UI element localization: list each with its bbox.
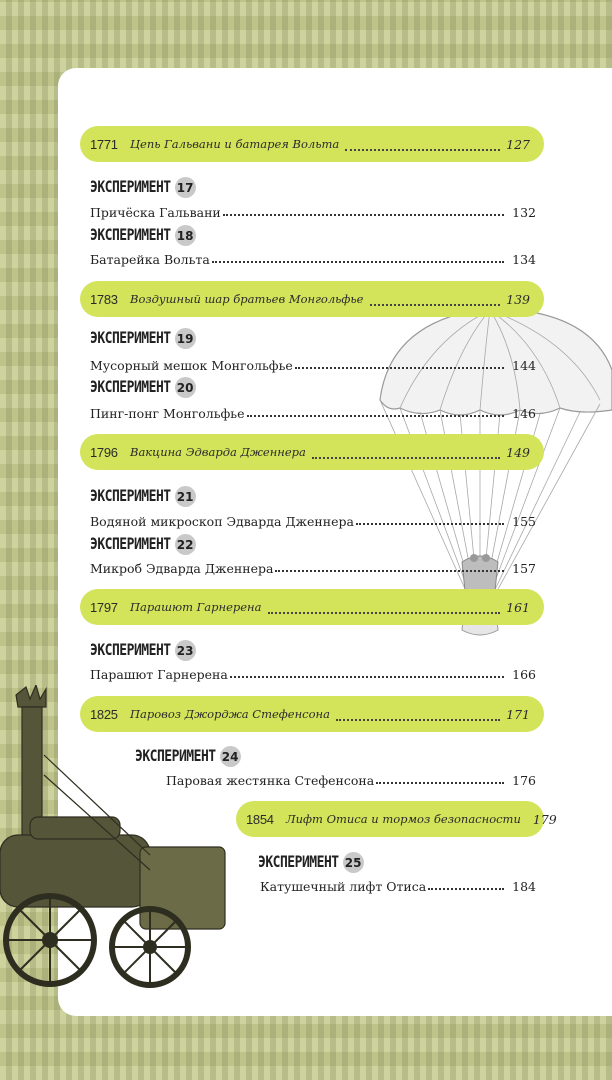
- experiment-heading-24: [135, 746, 241, 767]
- experiment-entry-25[interactable]: [260, 876, 536, 894]
- leader-dots: [376, 782, 504, 784]
- experiment-number: 20: [175, 377, 196, 398]
- experiment-number: 24: [220, 746, 241, 767]
- experiment-number: 19: [175, 328, 196, 349]
- leader-dots: [428, 888, 504, 890]
- entry-title: Причёска Гальвани: [90, 205, 221, 220]
- experiment-entry-17[interactable]: [90, 202, 536, 220]
- chapter-year: 1771: [90, 136, 118, 152]
- experiment-label: ЭКСПЕРИМЕНТ: [258, 853, 339, 872]
- experiment-entry-18[interactable]: [90, 249, 536, 267]
- entry-title: Водяной микроскоп Эдварда Дженнера: [90, 514, 354, 529]
- chapter-page: 149: [506, 444, 530, 460]
- experiment-heading-18: [90, 225, 196, 246]
- chapter-1796[interactable]: [80, 434, 544, 470]
- experiment-label: ЭКСПЕРИМЕНТ: [90, 487, 171, 506]
- chapter-page: 139: [506, 291, 530, 307]
- experiment-entry-20[interactable]: [90, 403, 536, 421]
- chapter-title: Цепь Гальвани и батарея Вольта: [130, 137, 340, 151]
- experiment-heading-22: [90, 534, 196, 555]
- chapter-1825[interactable]: [80, 696, 544, 732]
- experiment-heading-23: [90, 640, 196, 661]
- entry-page: 146: [512, 406, 536, 421]
- chapter-year: 1825: [90, 706, 118, 722]
- entry-page: 166: [512, 667, 536, 682]
- experiment-number: 25: [343, 852, 364, 873]
- entry-page: 134: [512, 252, 536, 267]
- experiment-number: 23: [175, 640, 196, 661]
- entry-page: 155: [512, 514, 536, 529]
- experiment-heading-25: [258, 852, 364, 873]
- chapter-1783[interactable]: [80, 281, 544, 317]
- experiment-label: ЭКСПЕРИМЕНТ: [90, 329, 171, 348]
- entry-page: 184: [512, 879, 536, 894]
- leader-dots: [295, 367, 504, 369]
- experiment-label: ЭКСПЕРИМЕНТ: [135, 747, 216, 766]
- experiment-label: ЭКСПЕРИМЕНТ: [90, 178, 171, 197]
- experiment-entry-24[interactable]: [166, 770, 536, 788]
- chapter-page: 171: [506, 706, 530, 722]
- chapter-title: Вакцина Эдварда Дженнера: [130, 445, 306, 459]
- experiment-number: 18: [175, 225, 196, 246]
- experiment-entry-21[interactable]: [90, 511, 536, 529]
- entry-title: Пинг-понг Монгольфье: [90, 406, 245, 421]
- chapter-title: Парашют Гарнерена: [130, 600, 262, 614]
- chapter-year: 1796: [90, 444, 118, 460]
- entry-title: Катушечный лифт Отиса: [260, 879, 427, 894]
- experiment-heading-21: [90, 486, 196, 507]
- locomotive-illustration: [0, 685, 250, 1025]
- chapter-year: 1797: [90, 599, 118, 615]
- entry-title: Мусорный мешок Монгольфье: [90, 358, 293, 373]
- chapter-title: Воздушный шар братьев Монгольфье: [130, 292, 364, 306]
- experiment-label: ЭКСПЕРИМЕНТ: [90, 378, 171, 397]
- leader-dots: [223, 214, 504, 216]
- experiment-label: ЭКСПЕРИМЕНТ: [90, 226, 171, 245]
- experiment-heading-20: [90, 377, 196, 398]
- chapter-title: Паровоз Джорджа Стефенсона: [130, 707, 330, 721]
- experiment-number: 21: [175, 486, 196, 507]
- experiment-label: ЭКСПЕРИМЕНТ: [90, 535, 171, 554]
- leader-dots: [345, 137, 500, 151]
- experiment-number: 22: [175, 534, 196, 555]
- leader-dots: [268, 600, 501, 614]
- leader-dots: [356, 523, 504, 525]
- chapter-1854[interactable]: [236, 801, 557, 837]
- chapter-year: 1783: [90, 291, 118, 307]
- leader-dots: [230, 676, 504, 678]
- leader-dots: [312, 445, 500, 459]
- chapter-1797[interactable]: [80, 589, 544, 625]
- chapter-1771[interactable]: [80, 126, 544, 162]
- experiment-entry-23[interactable]: [90, 664, 536, 682]
- entry-title: Батарейка Вольта: [90, 252, 210, 267]
- entry-page: 157: [512, 561, 536, 576]
- leader-dots: [370, 292, 501, 306]
- experiment-entry-19[interactable]: [90, 355, 536, 373]
- experiment-number: 17: [175, 177, 196, 198]
- experiment-heading-17: [90, 177, 196, 198]
- experiment-entry-22[interactable]: [90, 558, 536, 576]
- entry-page: 144: [512, 358, 536, 373]
- entry-title: Парашют Гарнерена: [90, 667, 228, 682]
- leader-dots: [247, 415, 505, 417]
- entry-page: 132: [512, 205, 536, 220]
- leader-dots: [212, 261, 504, 263]
- chapter-page: 161: [506, 599, 530, 615]
- chapter-title: Лифт Отиса и тормоз безопасности: [286, 812, 521, 826]
- experiment-label: ЭКСПЕРИМЕНТ: [90, 641, 171, 660]
- entry-title: Паровая жестянка Стефенсона: [166, 773, 375, 788]
- chapter-page: 127: [506, 136, 530, 152]
- leader-dots: [275, 570, 504, 572]
- experiment-heading-19: [90, 328, 196, 349]
- entry-page: 176: [512, 773, 536, 788]
- chapter-year: 1854: [246, 811, 274, 827]
- chapter-page: 179: [532, 811, 557, 827]
- leader-dots: [336, 707, 500, 721]
- entry-title: Микроб Эдварда Дженнера: [90, 561, 274, 576]
